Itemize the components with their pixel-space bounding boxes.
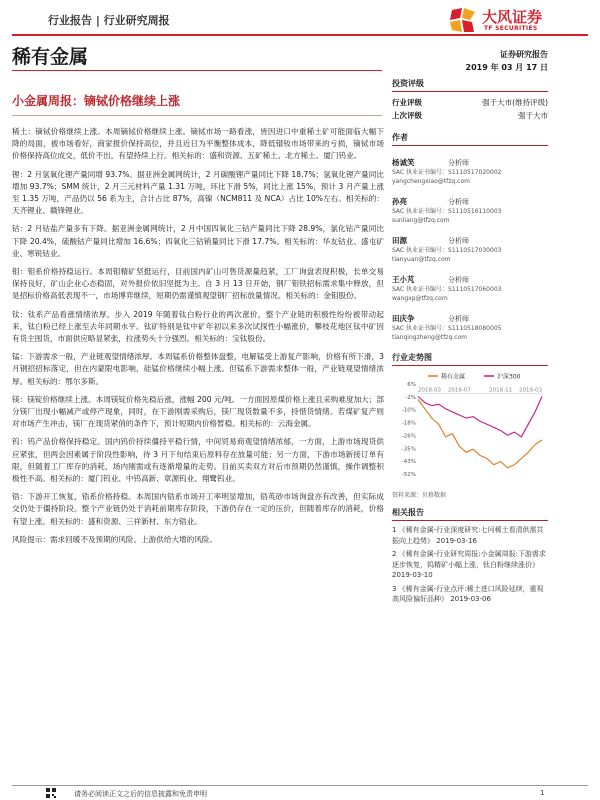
analyst-entry: [392, 189, 548, 225]
page-number: 1: [540, 789, 545, 797]
brand-logo: [448, 6, 558, 34]
paragraph-molybdenum: 钼：钼系价格持稳运行。本周钼精矿坚挺运行，目前国内矿山可售货源量趋紧，工厂询盘表现积极，长单交易保持良好，矿山企业心态稳固，对外报价依旧坚挺为主。自 3 月 13 日开始，钢厂钼铁招标需求集中释放，但是招标价格高低表现不一，市场博弈继续，短期仍需谨慎观望钢厂招标放量情况。相关标的：金钼股份。: [12, 267, 384, 301]
paragraph-risk: 风险提示：需求回暖不及预期的风险、上游供给大增的风险。: [12, 534, 218, 544]
authors-header: 作者: [392, 132, 548, 146]
x-tick-label: 2018-03: [418, 387, 441, 394]
analyst-cert: SAC 执业证书编号：S1110517030003: [392, 247, 502, 254]
x-tick-label: 2018-11: [489, 387, 513, 394]
legend-label: 沪深300: [497, 373, 521, 381]
paragraph-rare-earth: 稀土：镝铽价格继续上涨。本周镝铽价格继续上涨。镝铽市场一路看涨，皆因进口中重稀土矿可能面临大幅下降的局面，被市场看好，商家报价保持高位，并且近日为平衡整体成本，降低镨钕市场带来的亏损，镝铽市场价格保持高位成交，低价不出，有望持续上行。相关标的：盛和资源、五矿稀土、北方稀土、厦门钨业。: [12, 127, 384, 161]
footer-disclaimer: 请务必阅读正文之后的信息披露和免责申明: [74, 790, 207, 798]
analyst-email[interactable]: tianqingzheng@tfzq.com: [392, 333, 467, 341]
analyst-cert: SAC 执业证书编号：S1110517020002: [392, 169, 502, 176]
x-tick-label: 2018-07: [447, 387, 471, 394]
title-divider: [12, 115, 382, 116]
analyst-name: 田庆争: [392, 314, 415, 323]
related-header: 相关报告: [392, 507, 548, 521]
rating-header: 投资评级: [392, 78, 548, 92]
header-divider: [12, 34, 588, 36]
analyst-role: 分析师: [448, 159, 469, 167]
related-report-link[interactable]: 3 《稀有金属-行业点评:稀土进口风险延续，重视高风险偏好品种》 2019-03-06: [392, 584, 544, 603]
trend-chart-svg: [392, 370, 548, 488]
industry-trend-chart: [392, 370, 548, 488]
y-tick-label: -43%: [401, 459, 416, 466]
report-body: [12, 126, 384, 552]
related-report-link[interactable]: 1 《稀有金属-行业深度研究:七问稀土看清供需共振向上趋势》 2019-03-16: [392, 526, 544, 545]
analyst-name: 杨诚笑: [392, 158, 415, 167]
analyst-email[interactable]: wangxp@tfzq.com: [392, 294, 448, 302]
y-tick-label: -52%: [401, 472, 416, 478]
analyst-role: 分析师: [448, 237, 469, 245]
last-rating-row: [392, 109, 548, 122]
y-tick-label: -10%: [401, 407, 416, 414]
paragraph-magnesium: 镁：镁锭价格继续上涨。本周镁锭价格先稳后涨，涨幅 200 元/吨。一方面因原煤价格上涨且采购难度加大；部分镁厂出现小幅减产或停产现象，同时，在下游刚需采购后，镁厂现货数量不多，持惜货情绪。若煤矿复产则对市场产生冲击，镁厂在现货紧俏的条件下，预计短期内价格暂稳。相关标的：云海金属。: [12, 394, 384, 429]
report-category: 行业报告 | 行业研究周报: [48, 14, 170, 27]
brand-name-cn: 大风证券: [482, 8, 543, 26]
industry-rating-label: 行业评级: [392, 98, 422, 107]
report-type: 证券研究报告: [500, 50, 548, 59]
legend-label: 稀有金属: [441, 373, 466, 381]
y-tick-label: -35%: [401, 446, 416, 453]
chart-source: 资料来源：贝格数据: [392, 492, 447, 499]
analyst-entry: [392, 267, 548, 303]
y-tick-label: -2%: [405, 394, 416, 401]
industry-rating-row: [392, 96, 548, 109]
analyst-name: 田源: [392, 236, 407, 245]
y-tick-label: 6%: [407, 382, 416, 388]
related-list: [392, 525, 548, 605]
paragraph-cobalt: 钴：2 月钴盐产量多有下降。据亚洲金属网统计，2 月中国四氧化三钴产量同比下降 28.9%，氯化钴产量同比下降 20.4%，硫酸钴产量同比增加 16.6%；四氧化三钴销量同比下滑 17.7%。相关标的：华友钴业、盛屯矿业、寒锐钴业。: [12, 224, 384, 258]
analyst-entry: [392, 150, 548, 186]
trend-header: 行业走势图: [392, 352, 548, 366]
last-rating-value: 强于大市: [518, 111, 548, 120]
qr-code-icon: [46, 788, 56, 798]
sector-divider: [12, 70, 382, 71]
analyst-name: 王小芃: [392, 275, 415, 284]
analyst-entry: [392, 306, 548, 342]
paragraph-zirconium: 锆：下游开工恢复，锆系价格持稳。本周国内锆系市场开工率明显增加，锆英砂市场询盘亦有改善，但实际成交仍处于僵持阶段。整个产业链仍处于消耗前期库存阶段，下游仍存在一定的压价，但随着库存的消耗，价格有望上涨。相关标的：盛和资源、三祥新材、东方锆业。: [12, 492, 384, 526]
sector-title: 稀有金属: [12, 46, 89, 68]
sidebar: [392, 78, 548, 608]
report-date: 2019 年 03 月 17 日: [465, 63, 548, 72]
analyst-role: 分析师: [448, 315, 469, 323]
related-report-link[interactable]: 2 《稀有金属-行业研究周报:小金属周报:下游需求逐步恢复，钨精矿小幅上涨，钛白粉继续涨价》 2019-03-10: [392, 550, 546, 579]
last-rating-label: 上次评级: [392, 111, 422, 120]
report-title: 小金属周报：镝铽价格继续上涨: [12, 94, 181, 108]
x-tick-label: 2019-03: [519, 387, 542, 394]
analyst-email[interactable]: yangchengxiao@tfzq.com: [392, 177, 470, 185]
analyst-role: 分析师: [448, 198, 469, 206]
y-tick-label: -18%: [401, 420, 416, 427]
analyst-email[interactable]: tianyuan@tfzq.com: [392, 255, 451, 263]
analyst-name: 孙亮: [392, 197, 407, 206]
series-line: [418, 396, 542, 436]
footer-divider: [12, 785, 588, 786]
analyst-cert: SAC 执业证书编号：S1110517060003: [392, 286, 502, 293]
analyst-entry: [392, 228, 548, 264]
brand-name-en: TF SECURITIES: [484, 25, 538, 32]
paragraph-lithium: 锂：2 月氢氧化锂产量同增 93.7%。据亚洲金属网统计，2 月碳酸锂产量同比下降 18.7%；氢氧化锂产量同比增加 93.7%；SMM 统计，2 月三元材料产量 1.31 万吨，环比下滑 5%，同比上涨 15%，预计 3 月产量上涨至 1.35 万吨，产品仍以 56 系为主，合计占比 87%，高镍（NCM811 及 NCA）占比 10%左右。相关标的：天齐锂业、赣锋锂业。: [12, 169, 384, 216]
y-tick-label: -26%: [401, 433, 416, 440]
industry-rating-value: 强于大市(维持评级): [482, 98, 548, 107]
analyst-cert: SAC 执业证书编号：S1110518080005: [392, 325, 502, 332]
analyst-cert: SAC 执业证书编号：S1110516110003: [392, 208, 502, 215]
analyst-role: 分析师: [448, 276, 469, 284]
paragraph-manganese: 锰：下游需求一般，产业链观望情绪浓厚。本周锰系价格整体盘整，电解锰受上游复产影响，价格有所下滑，3 月钢招招标落定，但在内蒙限电影响，硅锰价格继续小幅上涨。但锰系下游需求整体一般，产业链观望情绪浓厚。相关标的：鄂尔多斯。: [12, 352, 384, 386]
analyst-list: [392, 150, 548, 342]
paragraph-titanium: 钛：钛系产品看涨情绪浓厚。步入 2019 年随着钛白粉行业的两次涨价，整个产业链的积极性纷纷被带动起来，钛白粉已经上涨至去年同期水平。钛矿特别是钛中矿年初以来多次试探性小幅涨价，攀枝花地区钛中矿因有货主囤货，市面供应略显紧张，拉涨势头十分强烈。相关标的：宝钛股份。: [12, 309, 384, 344]
analyst-email[interactable]: sunliang@tfzq.com: [392, 216, 450, 224]
brand-logo-icon: [448, 6, 478, 34]
paragraph-tungsten: 钨：钨产品价格保持稳定。国内钨价持续僵持平稳行情，中间贸易商观望情绪浓郁，一方面，上游市场现货供应紧张，但两会因素属于阶段性影响，待 3 月下旬结束后原料存在放量可能；另一方面，下游市场新接订单有限，但随着工厂库存的消耗，场内刚需或有逐渐增量的走势。目前买卖双方对后市预期仍然谨慎，操作调整积极性不高。相关标的：厦门钨业、中钨高新、章源钨业、翔鹭钨业。: [12, 437, 384, 484]
